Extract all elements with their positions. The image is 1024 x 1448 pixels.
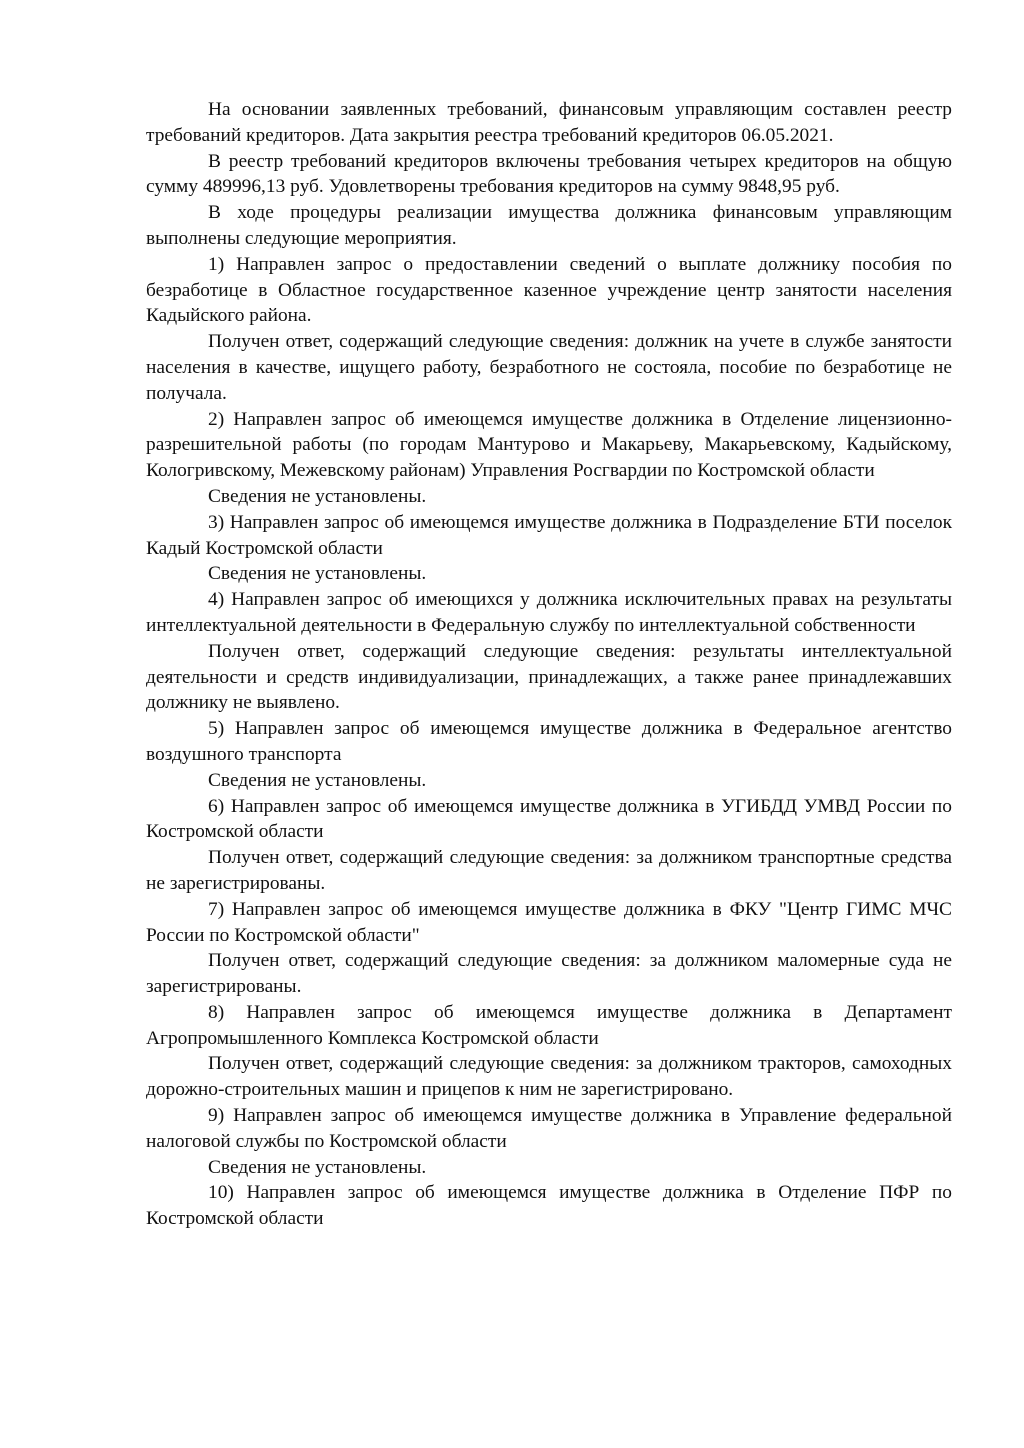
paragraph-measures-intro: В ходе процедуры реализации имущества должника финансовым управляющим выполнены следующие мероприятия. (146, 202, 952, 249)
paragraph-request-4: 4) Направлен запрос об имеющихся у должника исключительных правах на результаты интеллектуальной деятельности в Федеральную службу по интеллектуальной собственности (146, 589, 952, 636)
paragraph-request-10: 10) Направлен запрос об имеющемся имуществе должника в Отделение ПФР по Костромской области (146, 1182, 952, 1230)
paragraph-response-8: Получен ответ, содержащий следующие сведения: за должником тракторов, самоходных дорожно-строительных машин и прицепов к ним не зарегистрировано. (146, 1053, 952, 1101)
paragraph-response-3: Сведения не установлены. (208, 563, 427, 585)
paragraph-request-2: 2) Направлен запрос об имеющемся имуществе должника в Отделение лицензионно-разрешительной работы (по городам Мантурово и Макарьеву, Макарьевскому, Кадыйскому, Кологривскому, Межевскому районам) Управления Росгвардии по Костромской области (146, 408, 952, 482)
paragraph-response-7: Получен ответ, содержащий следующие сведения: за должником маломерные суда не зарегистрированы. (146, 950, 952, 998)
paragraph-response-1: Получен ответ, содержащий следующие сведения: должник на учете в службе занятости населения в качестве, ищущего работу, безработного не состояла, пособие по безработице не получала. (146, 331, 952, 404)
paragraph-response-6: Получен ответ, содержащий следующие сведения: за должником транспортные средства не зарегистрированы. (146, 847, 952, 894)
paragraph-request-7: 7) Направлен запрос об имеющемся имуществе должника в ФКУ "Центр ГИМС МЧС России по Костромской области" (146, 898, 952, 946)
paragraph-register-compiled: На основании заявленных требований, финансовым управляющим составлен реестр требований кредиторов. Дата закрытия реестра требований кредиторов 06.05.2021. (146, 99, 952, 146)
paragraph-response-4: Получен ответ, содержащий следующие сведения: результаты интеллектуальной деятельности и средств индивидуализации, принадлежащих, а также ранее принадлежавших должнику не выявлено. (146, 640, 952, 714)
paragraph-response-9: Сведения не установлены. (208, 1156, 427, 1178)
paragraph-request-5: 5) Направлен запрос об имеющемся имуществе должника в Федеральное агентство воздушного транспорта (146, 718, 952, 765)
paragraph-register-amount: В реестр требований кредиторов включены требования четырех кредиторов на общую сумму 489996,13 руб. Удовлетворены требования кредиторов на сумму 9848,95 руб. (146, 150, 952, 198)
paragraph-request-1: 1) Направлен запрос о предоставлении сведений о выплате должнику пособия по безработице в Областное государственное казенное учреждение центр занятости населения Кадыйского района. (146, 253, 952, 327)
paragraph-request-6: 6) Направлен запрос об имеющемся имуществе должника в УГИБДД УМВД России по Костромской области (146, 795, 952, 843)
paragraph-request-3: 3) Направлен запрос об имеющемся имуществе должника в Подразделение БТИ поселок Кадый Костромской области (146, 511, 952, 559)
paragraph-request-8: 8) Направлен запрос об имеющемся имуществе должника в Департамент Агропромышленного Комплекса Костромской области (146, 1001, 952, 1049)
paragraph-response-5: Сведения не установлены. (208, 769, 427, 791)
document-page (146, 97, 952, 1232)
paragraph-response-2: Сведения не установлены. (208, 485, 427, 507)
paragraph-request-9: 9) Направлен запрос об имеющемся имуществе должника в Управление федеральной налоговой службы по Костромской области (146, 1105, 952, 1152)
